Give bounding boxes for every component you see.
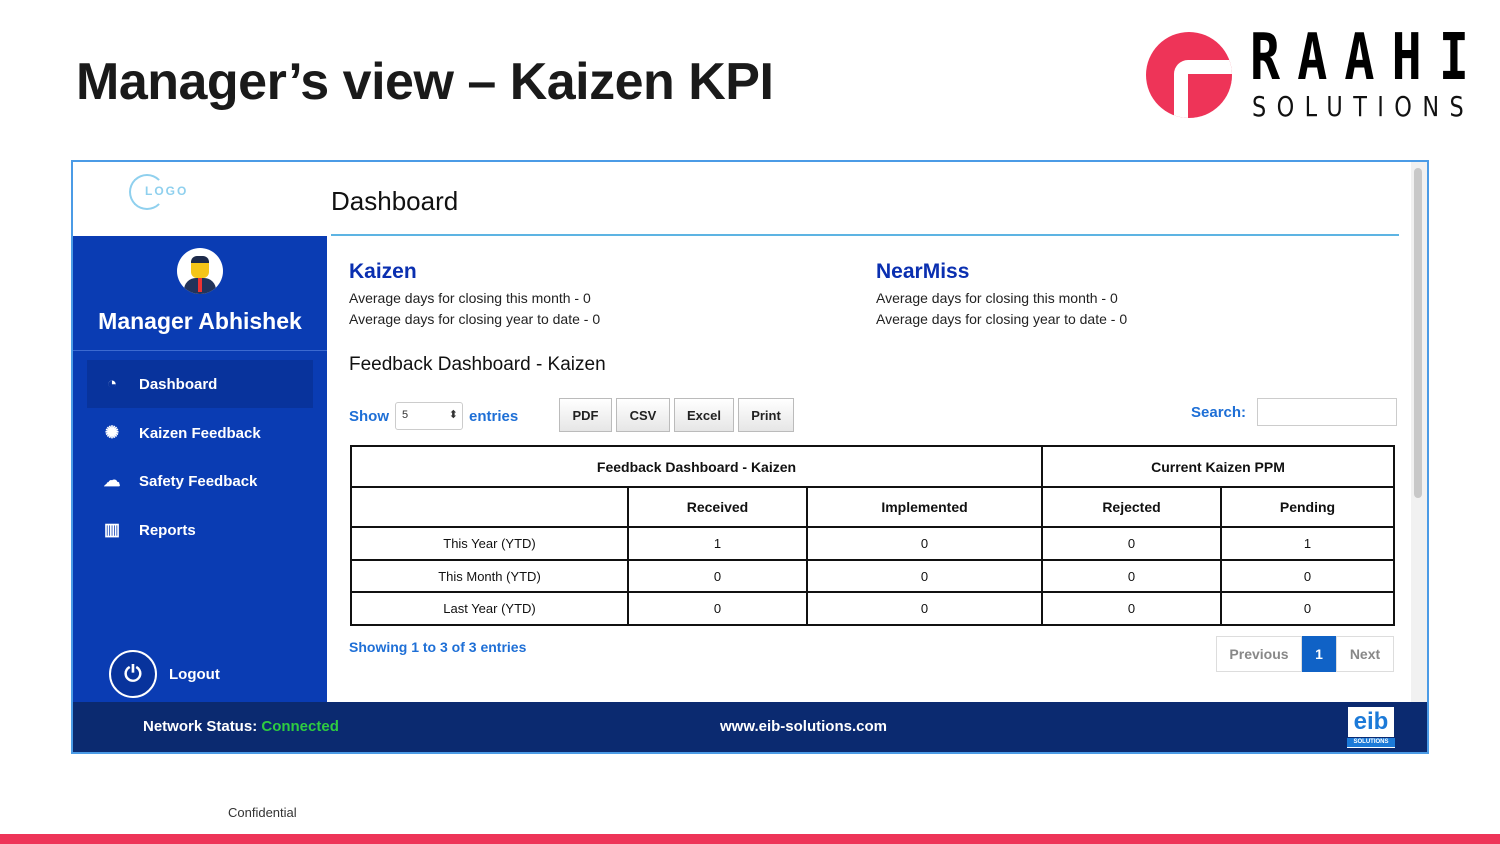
cell: 0 [628, 592, 807, 625]
eib-logo-text: eib [1347, 706, 1395, 738]
confidential-note: Confidential [228, 805, 297, 820]
page-1-button[interactable]: 1 [1302, 636, 1336, 672]
app-screenshot [71, 160, 1429, 754]
scrollbar[interactable] [1411, 162, 1427, 702]
table-row [351, 592, 1394, 625]
cell: 0 [1042, 560, 1221, 592]
nearmiss-kpi-title: NearMiss [876, 260, 970, 283]
kaizen-icon: ✺ [104, 423, 120, 442]
nearmiss-month-avg: Average days for closing this month - 0 [876, 290, 1118, 306]
cell: 1 [1221, 527, 1394, 560]
column-header: Rejected [1042, 487, 1221, 527]
table-row [351, 527, 1394, 560]
network-status [143, 718, 339, 735]
column-header: Implemented [807, 487, 1042, 527]
app-logo: LOGO [129, 174, 209, 214]
print-button[interactable]: Print [738, 398, 794, 432]
column-header: Pending [1221, 487, 1394, 527]
brand-name: RAAHI [1250, 21, 1487, 95]
cell: 0 [807, 560, 1042, 592]
sidebar-item-safety-feedback[interactable] [87, 457, 313, 505]
nav-label: Kaizen Feedback [139, 424, 261, 442]
dashboard-icon: ◔ [106, 374, 118, 393]
cell: 0 [1042, 592, 1221, 625]
divider [73, 350, 327, 351]
reports-icon: ▥ [103, 520, 121, 539]
show-label: Show [349, 407, 389, 425]
feedback-table [350, 445, 1395, 626]
logout-label: Logout [169, 665, 220, 683]
group-header: Current Kaizen PPM [1042, 446, 1394, 487]
search-label: Search: [1191, 404, 1247, 421]
eib-logo [1345, 704, 1397, 750]
sidebar-item-kaizen-feedback[interactable] [87, 409, 313, 457]
cell: 0 [1042, 527, 1221, 560]
slide-title: Manager’s view – Kaizen KPI [76, 53, 774, 111]
network-status-value: Connected [261, 718, 339, 735]
row-label: This Month (YTD) [351, 560, 628, 592]
kaizen-kpi-title: Kaizen [349, 260, 417, 283]
feedback-dashboard-title: Feedback Dashboard - Kaizen [349, 354, 606, 375]
excel-button[interactable]: Excel [674, 398, 734, 432]
bottom-accent-bar [0, 834, 1500, 844]
row-label: This Year (YTD) [351, 527, 628, 560]
nav-label: Safety Feedback [139, 472, 258, 490]
avatar [177, 248, 223, 294]
cell: 0 [807, 527, 1042, 560]
sidebar-item-reports[interactable] [87, 506, 313, 554]
brand-tagline: SOLUTIONS [1252, 90, 1475, 123]
kaizen-month-avg: Average days for closing this month - 0 [349, 290, 591, 306]
cell: 0 [1221, 560, 1394, 592]
entries-select[interactable]: 5 ⬍ [395, 402, 463, 430]
nav-label: Reports [139, 521, 196, 539]
cell: 1 [628, 527, 807, 560]
kaizen-ytd-avg: Average days for closing year to date - 0 [349, 311, 601, 327]
pdf-button[interactable]: PDF [559, 398, 612, 432]
user-name: Manager Abhishek [98, 308, 302, 334]
row-label: Last Year (YTD) [351, 592, 628, 625]
column-header: Received [628, 487, 807, 527]
raahi-logo [1146, 21, 1487, 124]
column-header [351, 487, 628, 527]
entries-label: entries [469, 407, 519, 425]
eib-logo-sub: SOLUTIONS [1347, 738, 1395, 747]
app-footer [73, 702, 1429, 754]
sidebar-item-dashboard[interactable] [87, 360, 313, 408]
previous-button[interactable]: Previous [1216, 636, 1302, 672]
cell: 0 [628, 560, 807, 592]
sidebar [73, 236, 327, 704]
search-input[interactable] [1257, 398, 1397, 426]
cell: 0 [1221, 592, 1394, 625]
next-button[interactable]: Next [1336, 636, 1394, 672]
raahi-mark-icon [1146, 32, 1232, 118]
safety-icon: ☁ [103, 471, 121, 490]
network-label: Network Status: [143, 718, 258, 735]
pagination [1216, 636, 1394, 672]
heading-divider [331, 234, 1399, 236]
website-link[interactable]: www.eib-solutions.com [720, 718, 887, 735]
power-icon: ⏻ [109, 650, 157, 698]
entries-control [349, 402, 518, 430]
group-header: Feedback Dashboard - Kaizen [351, 446, 1042, 487]
nav-label: Dashboard [139, 375, 218, 393]
cell: 0 [807, 592, 1042, 625]
logout-button[interactable] [109, 650, 220, 698]
table-row [351, 560, 1394, 592]
page-heading: Dashboard [331, 186, 459, 216]
nearmiss-ytd-avg: Average days for closing year to date - 0 [876, 311, 1128, 327]
csv-button[interactable]: CSV [616, 398, 670, 432]
showing-info: Showing 1 to 3 of 3 entries [349, 639, 527, 655]
